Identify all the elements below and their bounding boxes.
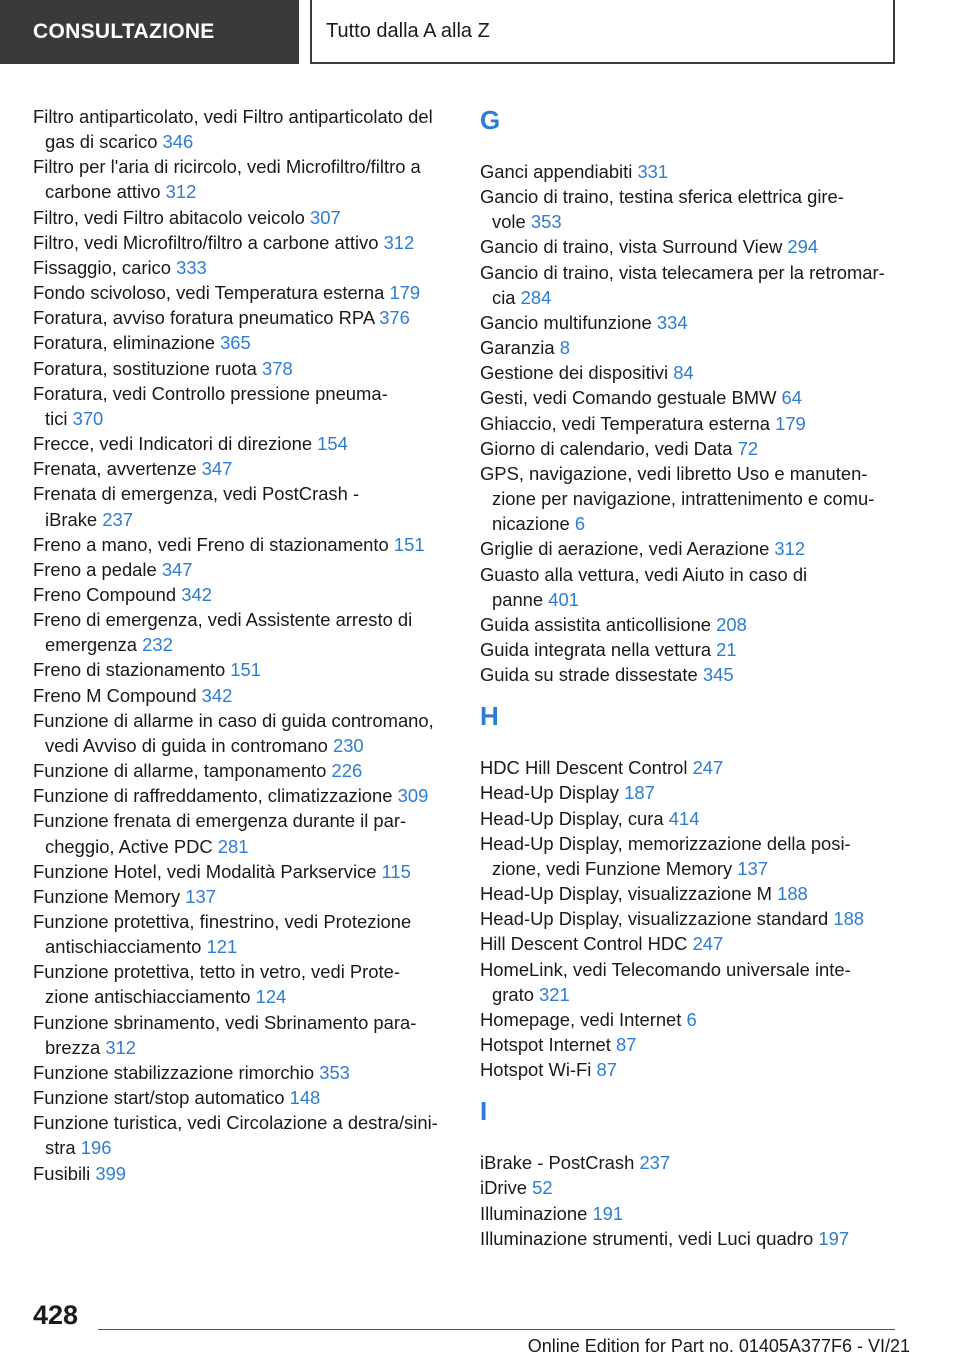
index-entry — [33, 708, 453, 758]
index-entry-text: stra — [45, 1137, 81, 1159]
index-entry — [480, 159, 905, 184]
index-entry — [480, 1057, 905, 1082]
page-reference-link[interactable]: 187 — [624, 782, 655, 804]
index-entry-text: Funzione protettiva, finestrino, vedi Protezione — [33, 911, 412, 932]
index-entry-text: carbone attivo — [45, 181, 166, 203]
chapter-title: Tutto dalla A alla Z — [326, 19, 490, 42]
page-reference-link[interactable]: 312 — [383, 231, 415, 253]
index-entry-text: Foratura, sostituzione ruota — [33, 357, 262, 379]
page-reference-link[interactable]: 345 — [702, 664, 734, 686]
page-reference-link[interactable]: 188 — [833, 908, 865, 930]
index-entry-text: Funzione stabilizzazione rimorchio — [33, 1061, 320, 1083]
index-entry-text: Ghiaccio, vedi Temperatura esterna — [480, 412, 776, 434]
page-reference-link[interactable]: 191 — [592, 1202, 624, 1224]
index-entry-text: Funzione Memory — [33, 885, 186, 907]
index-entry — [480, 562, 905, 612]
index-entry — [33, 381, 453, 431]
index-entry-text: Freno Compound — [33, 583, 182, 605]
index-letter-heading: H — [480, 701, 499, 732]
index-entry — [480, 1150, 905, 1175]
page-reference-link[interactable]: 154 — [317, 433, 348, 455]
index-entry-text: Foratura, avviso foratura pneumatico RPA — [33, 307, 380, 329]
index-entry-text: Head-Up Display, memorizzazione della posi- — [480, 832, 851, 854]
index-entry-text: Funzione turistica, vedi Circolazione a destra/sini- — [33, 1112, 438, 1134]
index-entry — [33, 1110, 453, 1160]
page-reference-link[interactable]: 353 — [530, 211, 562, 233]
index-entry-text: vole — [492, 211, 531, 233]
index-entry-text: Freno a mano, vedi Freno di stazionamento — [33, 533, 394, 555]
index-entry-text: Guasto alla vettura, vedi Aiuto in caso di — [480, 563, 808, 585]
index-entry — [480, 411, 905, 436]
page-reference-link[interactable]: 115 — [381, 860, 411, 882]
index-entry-text: zione antischiacciamento — [45, 986, 256, 1008]
page-reference-link[interactable]: 232 — [142, 634, 173, 656]
index-entry-text: Gestione dei dispositivi — [480, 362, 674, 384]
index-entry-text: Griglie di aerazione, vedi Aerazione — [480, 538, 775, 560]
index-entry — [480, 906, 905, 931]
index-entry-text: Gancio multifunzione — [480, 311, 657, 333]
index-entry-text: tici — [45, 407, 73, 429]
index-entry-text: brezza — [45, 1036, 106, 1058]
index-entry-text: Funzione frenata di emergenza durante il par- — [33, 810, 407, 832]
page-reference-link[interactable]: 84 — [673, 362, 694, 384]
index-entry-text: Guida integrata nella vettura — [480, 638, 717, 660]
page-reference-link[interactable]: 347 — [161, 558, 193, 580]
index-entry — [480, 1201, 905, 1226]
index-entry — [480, 260, 905, 310]
index-entry-text: nicazione — [492, 513, 575, 535]
page-reference-link[interactable]: 124 — [255, 986, 287, 1008]
index-entry-text: grato — [492, 983, 540, 1005]
page-reference-link[interactable]: 284 — [520, 286, 552, 308]
index-entry-text: Freno di emergenza, vedi Assistente arresto di — [33, 609, 413, 631]
index-entry — [33, 205, 453, 230]
section-tab — [0, 0, 299, 64]
index-entry — [33, 557, 453, 582]
index-letter-heading: G — [480, 105, 501, 135]
index-entry — [480, 335, 905, 360]
index-entry-text: Head-Up Display — [480, 782, 625, 804]
page-reference-link[interactable]: 331 — [637, 161, 669, 182]
index-entry — [480, 310, 905, 335]
page-number: 428 — [33, 1300, 79, 1330]
page-reference-link[interactable]: 121 — [206, 936, 238, 958]
index-entry — [480, 1007, 905, 1032]
index-entry-text: cia — [492, 286, 521, 308]
index-entry-text: Foratura, eliminazione — [33, 332, 221, 354]
index-entry — [480, 234, 905, 259]
index-entry-text: Hill Descent Control HDC — [480, 933, 693, 955]
page-reference-link[interactable]: 6 — [574, 513, 586, 535]
page-reference-link[interactable]: 137 — [737, 857, 769, 879]
index-entry — [480, 831, 905, 881]
index-entry — [480, 360, 905, 385]
page-reference-link[interactable]: 87 — [615, 1034, 637, 1055]
index-entry-text: Head-Up Display, visualizzazione M — [480, 883, 778, 905]
page-reference-link[interactable]: 378 — [261, 357, 293, 379]
index-entry-text: Illuminazione strumenti, vedi Luci quadro — [480, 1227, 819, 1249]
page-reference-link[interactable]: 281 — [217, 835, 249, 857]
page-reference-link[interactable]: 237 — [639, 1152, 671, 1174]
index-entry-text: Hotspot Internet — [480, 1034, 616, 1055]
page-reference-link[interactable]: 312 — [105, 1036, 136, 1058]
index-entry-text: Freno M Compound — [33, 684, 202, 706]
index-entry-text: Gancio di traino, testina sferica elettrica gire- — [480, 186, 844, 208]
index-entry — [480, 931, 905, 956]
index-entry-text: emergenza — [45, 634, 143, 656]
index-entry-text: HomeLink, vedi Telecomando universale inte- — [480, 958, 851, 980]
index-entry — [480, 662, 905, 687]
page-reference-link[interactable]: 399 — [95, 1162, 127, 1184]
page-reference-link[interactable]: 87 — [596, 1059, 617, 1081]
index-entry — [33, 657, 453, 682]
index-entry-text: Freno di stazionamento — [33, 659, 231, 681]
page-reference-link[interactable]: 148 — [289, 1087, 321, 1109]
page-reference-link[interactable]: 334 — [656, 311, 688, 333]
index-entry-text: Guida assistita anticollisione — [480, 613, 717, 635]
index-entry-text: Frecce, vedi Indicatori di direzione — [33, 433, 318, 455]
page-reference-link[interactable]: 321 — [539, 983, 570, 1005]
index-column-left — [33, 104, 453, 1186]
index-entry-text: Funzione sbrinamento, vedi Sbrinamento para- — [33, 1011, 417, 1033]
page-reference-link[interactable]: 21 — [716, 638, 737, 660]
index-entry — [480, 536, 905, 561]
index-entry-text: Guida su strade dissestate — [480, 664, 703, 686]
page-reference-link[interactable]: 365 — [220, 332, 251, 354]
index-entry-text: Fissaggio, carico — [33, 256, 177, 278]
page-reference-link[interactable]: 179 — [389, 282, 421, 304]
index-entry — [480, 637, 905, 662]
page-reference-link[interactable]: 370 — [72, 407, 104, 429]
index-entry-text: zione, vedi Funzione Memory — [492, 857, 738, 879]
index-entry — [33, 456, 453, 481]
index-entry — [33, 582, 453, 607]
index-entry-text: Frenata di emergenza, vedi PostCrash - — [33, 483, 360, 505]
page-reference-link[interactable]: 342 — [181, 583, 212, 605]
index-entry — [33, 305, 453, 330]
page-reference-link[interactable]: 188 — [777, 883, 808, 905]
index-entry — [480, 1175, 905, 1200]
index-entry — [480, 957, 905, 1007]
index-entry-text: Head-Up Display, visualizzazione standard — [480, 908, 834, 930]
page-reference-link[interactable]: 247 — [692, 933, 724, 955]
index-entry — [33, 104, 453, 154]
index-entry-text: Frenata, avvertenze — [33, 458, 202, 480]
page-reference-link[interactable]: 72 — [737, 437, 759, 459]
index-entry — [33, 683, 453, 708]
index-entry-text: gas di scarico — [45, 131, 163, 153]
index-entry — [33, 808, 453, 858]
page-reference-link[interactable]: 196 — [80, 1137, 112, 1159]
index-entry — [480, 1032, 905, 1057]
page-reference-link[interactable]: 312 — [165, 181, 197, 203]
index-entry — [33, 1085, 453, 1110]
index-entry — [480, 806, 905, 831]
index-entry-text: Filtro, vedi Microfiltro/filtro a carbone attivo — [33, 231, 384, 253]
index-entry — [33, 909, 453, 959]
page-reference-link[interactable]: 309 — [397, 785, 429, 807]
index-entry-text: Funzione di allarme, tamponamento — [33, 760, 332, 782]
index-entry-text: cheggio, Active PDC — [45, 835, 218, 857]
index-entry-text: iBrake — [45, 508, 103, 530]
index-entry-text: Hotspot Wi-Fi — [480, 1059, 597, 1081]
page-reference-link[interactable]: 179 — [775, 412, 806, 434]
footer-divider — [98, 1329, 895, 1330]
index-entry — [33, 431, 453, 456]
index-entry — [33, 230, 453, 255]
page-reference-link[interactable]: 197 — [818, 1227, 850, 1249]
index-entry-text: Gancio di traino, vista telecamera per la retromar- — [480, 261, 885, 283]
page-reference-link[interactable]: 8 — [559, 337, 570, 359]
page-reference-link[interactable]: 226 — [331, 760, 363, 782]
index-entry-text: antischiacciamento — [45, 936, 207, 958]
page-reference-link[interactable]: 307 — [310, 206, 341, 228]
index-entry-text: Filtro per l'aria di ricircolo, vedi Microfiltro/filtro a — [33, 156, 421, 178]
index-entry — [480, 184, 905, 234]
page-reference-link[interactable]: 137 — [185, 885, 216, 907]
index-entry — [33, 532, 453, 557]
page-reference-link[interactable]: 52 — [532, 1177, 553, 1199]
index-entry — [33, 959, 453, 1009]
index-entry-text: Giorno di calendario, vedi Data — [480, 437, 738, 459]
index-entry — [33, 1161, 453, 1186]
index-entry-text: GPS, navigazione, vedi libretto Uso e manuten- — [480, 462, 868, 484]
index-entry — [33, 1010, 453, 1060]
index-entry — [33, 758, 453, 783]
index-entry-text: Funzione di allarme in caso di guida contromano, — [33, 709, 434, 731]
page-reference-link[interactable]: 376 — [379, 307, 410, 329]
index-entry — [33, 1060, 453, 1085]
index-entry-text: iBrake - PostCrash — [480, 1152, 640, 1174]
index-entry — [480, 881, 905, 906]
index-entry-text: Gesti, vedi Comando gestuale BMW — [480, 387, 782, 409]
index-entry — [480, 1226, 905, 1251]
index-entry-text: Illuminazione — [480, 1202, 593, 1224]
index-entry-text: Funzione protettiva, tetto in vetro, vedi Prote- — [33, 961, 400, 983]
footer-edition: Online Edition for Part no. 01405A377F6 - VI/21 — [527, 1336, 910, 1356]
index-entry-text: vedi Avviso di guida in contromano — [45, 734, 333, 756]
page-reference-link[interactable]: 6 — [686, 1008, 697, 1030]
index-entry — [33, 481, 453, 531]
index-entry — [33, 280, 453, 305]
index-letter-heading: I — [480, 1096, 488, 1127]
index-entry-text: iDrive — [480, 1177, 533, 1199]
page-reference-link[interactable]: 347 — [201, 458, 233, 480]
page-reference-link[interactable]: 312 — [774, 538, 806, 560]
index-entry-text: Garanzia — [480, 337, 560, 359]
page-reference-link[interactable]: 64 — [781, 387, 803, 409]
index-entry — [33, 859, 453, 884]
index-entry-text: Head-Up Display, cura — [480, 807, 669, 829]
index-entry — [480, 436, 905, 461]
index-entry-text: panne — [492, 588, 549, 610]
index-entry — [480, 612, 905, 637]
index-entry — [33, 783, 453, 808]
page-reference-link[interactable]: 342 — [201, 684, 233, 706]
page-reference-link[interactable]: 333 — [176, 256, 207, 278]
index-column-right — [480, 104, 905, 1251]
page-reference-link[interactable]: 414 — [668, 807, 700, 829]
index-entry-text: Fusibili — [33, 1162, 96, 1184]
index-entry-text: Fondo scivoloso, vedi Temperatura esterna — [33, 282, 390, 304]
page-reference-link[interactable]: 230 — [332, 734, 364, 756]
index-entry-text: zione per navigazione, intrattenimento e comu- — [492, 488, 875, 510]
index-entry — [33, 356, 453, 381]
index-entry-text: Funzione Hotel, vedi Modalità Parkservice — [33, 860, 382, 882]
page-reference-link[interactable]: 208 — [716, 613, 747, 635]
page-reference-link[interactable]: 151 — [230, 659, 261, 681]
index-entry-text: Filtro antiparticolato, vedi Filtro antiparticolato del — [33, 106, 433, 127]
page-reference-link[interactable]: 237 — [102, 508, 133, 530]
index-entry — [33, 607, 453, 657]
index-entry — [480, 755, 905, 780]
page-reference-link[interactable]: 353 — [319, 1061, 350, 1083]
index-entry-text: Foratura, vedi Controllo pressione pneuma- — [33, 382, 388, 404]
section-title: CONSULTAZIONE — [33, 20, 215, 43]
index-entry — [33, 330, 453, 355]
index-entry — [33, 884, 453, 909]
index-entry — [480, 385, 905, 410]
index-entry — [33, 154, 453, 204]
page-reference-link[interactable]: 401 — [548, 588, 579, 610]
index-entry-text: Homepage, vedi Internet — [480, 1008, 687, 1030]
index-entry-text: Funzione di raffreddamento, climatizzazione — [33, 785, 398, 807]
index-entry-text: Gancio di traino, vista Surround View — [480, 236, 788, 258]
index-entry-text: HDC Hill Descent Control — [480, 757, 693, 779]
index-entry-text: Filtro, vedi Filtro abitacolo veicolo — [33, 206, 310, 228]
page-reference-link[interactable]: 247 — [692, 757, 724, 779]
index-entry-text: Ganci appendiabiti — [480, 161, 638, 182]
page-reference-link[interactable]: 294 — [787, 236, 819, 258]
index-entry — [480, 461, 905, 536]
index-entry — [480, 780, 905, 805]
index-entry — [33, 255, 453, 280]
index-entry-text: Funzione start/stop automatico — [33, 1087, 290, 1109]
chapter-header — [310, 0, 895, 64]
index-entry-text: Freno a pedale — [33, 558, 162, 580]
page-reference-link[interactable]: 151 — [393, 533, 425, 555]
page-reference-link[interactable]: 346 — [162, 131, 194, 153]
